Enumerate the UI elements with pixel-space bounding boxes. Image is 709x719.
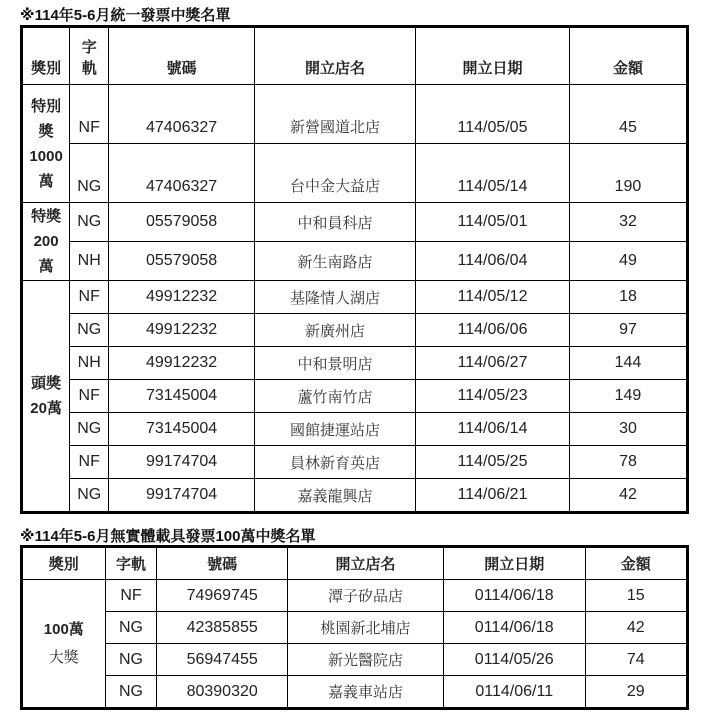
store-cell: 新廣州店 [254, 314, 415, 347]
date-cell: 0114/06/11 [443, 676, 585, 709]
amount-cell: 45 [569, 85, 687, 144]
header-track-line2: 軌 [81, 59, 97, 77]
table2-title: ※114年5-6月無實體載具發票100萬中獎名單 [20, 528, 316, 545]
track-cell: NH [70, 347, 109, 380]
track-cell: NG [70, 314, 109, 347]
table-row [22, 644, 688, 676]
table-row [22, 314, 688, 347]
table-row [22, 676, 688, 709]
track-cell: NF [70, 281, 109, 314]
store-cell: 嘉義車站店 [287, 676, 443, 709]
track-cell: NH [70, 242, 109, 281]
track-cell: NF [70, 85, 109, 144]
date-cell: 114/06/14 [416, 413, 570, 446]
table-row [22, 242, 688, 281]
store-cell: 嘉義龍興店 [254, 479, 415, 513]
table-header-row [22, 27, 688, 85]
header-number: 號碼 [157, 547, 288, 580]
number-cell: 73145004 [109, 380, 255, 413]
table-row [22, 612, 688, 644]
amount-cell: 32 [569, 203, 687, 242]
table-row [22, 380, 688, 413]
table1-title: ※114年5-6月統一發票中獎名單 [20, 7, 231, 24]
track-cell: NG [70, 144, 109, 203]
track-cell: NG [105, 676, 157, 709]
amount-cell: 144 [569, 347, 687, 380]
amount-cell: 15 [585, 580, 687, 612]
amount-cell: 49 [569, 242, 687, 281]
table-row [22, 413, 688, 446]
amount-cell: 74 [585, 644, 687, 676]
number-cell: 49912232 [109, 347, 255, 380]
track-cell: NG [70, 479, 109, 513]
number-cell: 47406327 [109, 85, 255, 144]
table-row [22, 580, 688, 612]
number-cell: 74969745 [157, 580, 288, 612]
number-cell: 80390320 [157, 676, 288, 709]
date-cell: 114/05/01 [416, 203, 570, 242]
store-cell: 新營國道北店 [254, 85, 415, 144]
number-cell: 47406327 [109, 144, 255, 203]
store-cell: 新光醫院店 [287, 644, 443, 676]
table-row [22, 85, 688, 144]
number-cell: 73145004 [109, 413, 255, 446]
store-cell: 蘆竹南竹店 [254, 380, 415, 413]
cloud-invoice-winners-table [20, 545, 689, 710]
category-1m-prize: 100萬 大獎 [22, 580, 106, 709]
store-cell: 中和景明店 [254, 347, 415, 380]
header-amount: 金額 [585, 547, 687, 580]
date-cell: 114/06/27 [416, 347, 570, 380]
track-cell: NG [70, 203, 109, 242]
header-track: 字軌 [105, 547, 157, 580]
amount-cell: 149 [569, 380, 687, 413]
amount-cell: 30 [569, 413, 687, 446]
date-cell: 114/05/25 [416, 446, 570, 479]
table-row [22, 347, 688, 380]
amount-cell: 97 [569, 314, 687, 347]
table-row [22, 203, 688, 242]
category-first-prize: 頭獎 20萬 [22, 281, 70, 513]
number-cell: 56947455 [157, 644, 288, 676]
header-category: 獎別 [22, 547, 106, 580]
header-date: 開立日期 [443, 547, 585, 580]
table-row [22, 144, 688, 203]
amount-cell: 42 [585, 612, 687, 644]
header-amount: 金額 [569, 27, 687, 85]
header-store: 開立店名 [287, 547, 443, 580]
store-cell: 潭子矽品店 [287, 580, 443, 612]
amount-cell: 78 [569, 446, 687, 479]
category-grand-prize: 特獎 200 萬 [22, 203, 70, 281]
date-cell: 114/05/05 [416, 85, 570, 144]
date-cell: 0114/06/18 [443, 612, 585, 644]
track-cell: NG [70, 413, 109, 446]
header-number: 號碼 [109, 27, 255, 85]
table-row [22, 281, 688, 314]
track-cell: NF [105, 580, 157, 612]
header-store: 開立店名 [254, 27, 415, 85]
header-track-line1: 字 [81, 38, 97, 56]
store-cell: 新生南路店 [254, 242, 415, 281]
number-cell: 99174704 [109, 479, 255, 513]
table-row [22, 479, 688, 513]
date-cell: 114/06/06 [416, 314, 570, 347]
store-cell: 桃園新北埔店 [287, 612, 443, 644]
number-cell: 49912232 [109, 314, 255, 347]
track-cell: NG [105, 644, 157, 676]
track-cell: NG [105, 612, 157, 644]
amount-cell: 29 [585, 676, 687, 709]
track-cell: NF [70, 446, 109, 479]
date-cell: 114/06/04 [416, 242, 570, 281]
header-track [70, 27, 109, 85]
store-cell: 員林新育英店 [254, 446, 415, 479]
amount-cell: 42 [569, 479, 687, 513]
store-cell: 基隆情人湖店 [254, 281, 415, 314]
category-special-prize: 特別 獎 1000 萬 [22, 85, 70, 203]
table-row [22, 446, 688, 479]
header-category: 獎別 [22, 27, 70, 85]
number-cell: 05579058 [109, 203, 255, 242]
number-cell: 99174704 [109, 446, 255, 479]
number-cell: 49912232 [109, 281, 255, 314]
date-cell: 0114/06/18 [443, 580, 585, 612]
invoice-winners-table [20, 25, 689, 514]
header-date: 開立日期 [416, 27, 570, 85]
store-cell: 國館捷運站店 [254, 413, 415, 446]
number-cell: 42385855 [157, 612, 288, 644]
store-cell: 中和員科店 [254, 203, 415, 242]
table-header-row [22, 547, 688, 580]
date-cell: 114/06/21 [416, 479, 570, 513]
store-cell: 台中金大益店 [254, 144, 415, 203]
date-cell: 114/05/12 [416, 281, 570, 314]
amount-cell: 190 [569, 144, 687, 203]
amount-cell: 18 [569, 281, 687, 314]
date-cell: 114/05/23 [416, 380, 570, 413]
date-cell: 114/05/14 [416, 144, 570, 203]
number-cell: 05579058 [109, 242, 255, 281]
track-cell: NF [70, 380, 109, 413]
date-cell: 0114/05/26 [443, 644, 585, 676]
